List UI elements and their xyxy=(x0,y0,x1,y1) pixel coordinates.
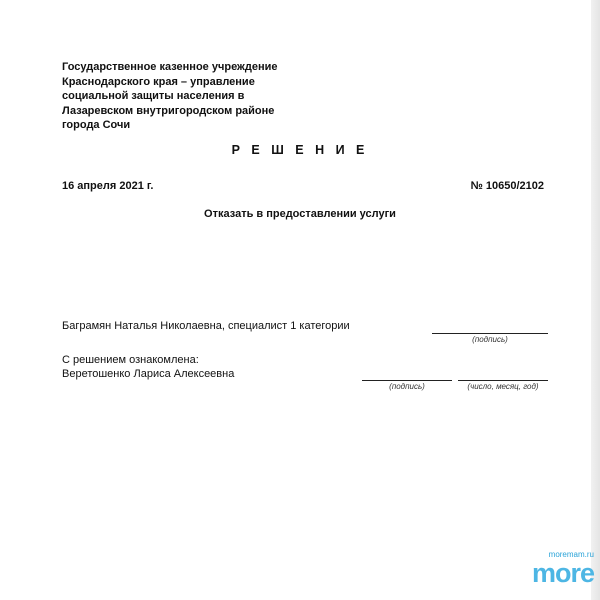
acquainted-label: С решением ознакомлена: xyxy=(62,354,199,366)
org-line: Лазаревском внутригородском районе xyxy=(62,104,275,117)
org-line: города Сочи xyxy=(62,119,131,132)
org-line: социальной защиты населения в xyxy=(62,90,245,103)
specialist-signature-caption: (подпись) xyxy=(472,335,508,344)
watermark-url: moremam.ru xyxy=(548,550,594,559)
specialist-line: Баграмян Наталья Николаевна, специалист 1 категории xyxy=(62,320,350,332)
page-edge-shadow xyxy=(591,0,600,600)
acquainted-date-line xyxy=(458,380,548,381)
acquainted-signature-line xyxy=(362,380,452,381)
specialist-signature-line xyxy=(432,333,548,334)
org-line: Государственное казенное учреждение xyxy=(62,61,278,73)
watermark-logo xyxy=(522,550,594,596)
document-date: 16 апреля 2021 г. xyxy=(62,180,154,192)
org-line: Краснодарского края – управление xyxy=(62,75,255,88)
watermark-word: more xyxy=(531,558,594,588)
acquainted-date-caption: (число, месяц, год) xyxy=(467,382,539,391)
document-title: Р Е Ш Е Н И Е xyxy=(231,143,369,157)
document-number: № 10650/2102 xyxy=(470,180,544,192)
decision-subject: Отказать в предоставлении услуги xyxy=(204,208,396,220)
organization-header xyxy=(62,60,322,133)
acquainted-signature-caption: (подпись) xyxy=(389,382,425,391)
acquainted-name: Веретошенко Лариса Алексеевна xyxy=(62,368,235,380)
